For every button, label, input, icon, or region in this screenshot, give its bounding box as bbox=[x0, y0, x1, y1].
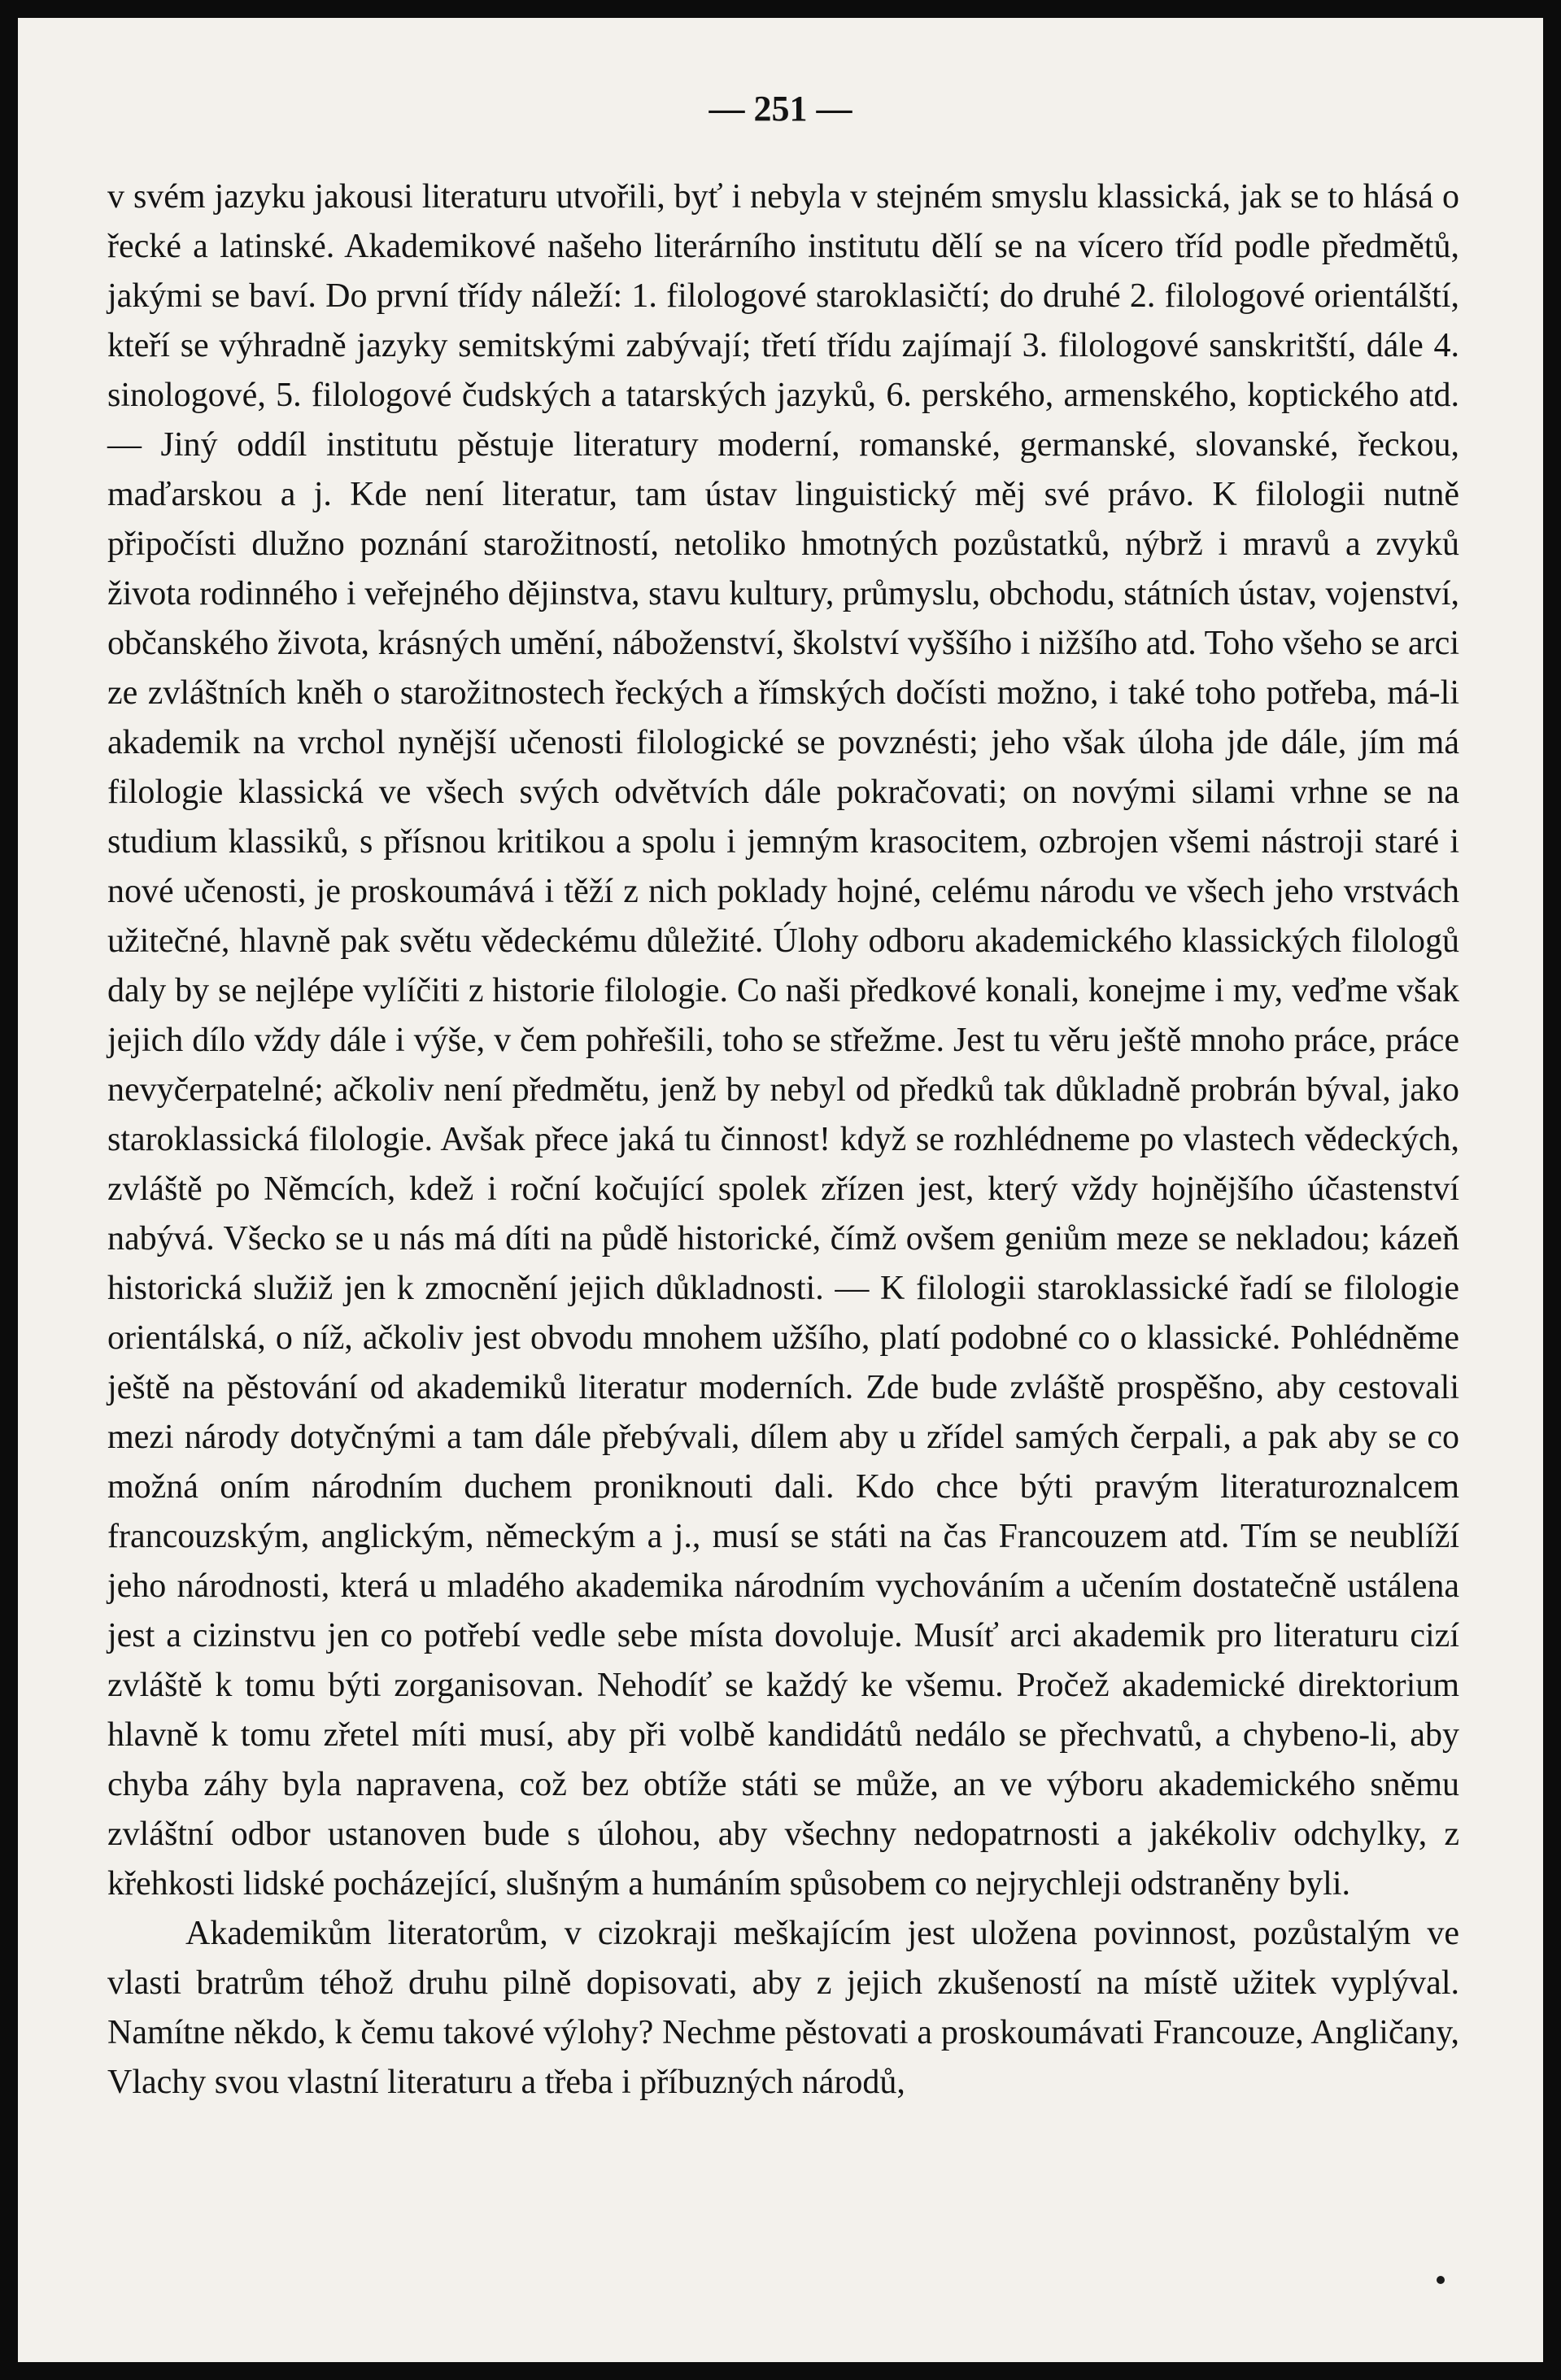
body-text bbox=[107, 172, 1459, 2108]
page-number: — 251 — bbox=[709, 89, 852, 129]
paragraph-2: Akademikům literatorům, v cizokraji meškajícím jest uložena povinnost, pozůstalým ve vlasti bratrům téhož druhu pilně dopisovati, aby z jejich zkušeností na místě užitek vyplýval. Namítne někdo, k čemu takové výlohy? Nechme pěstovati a proskoumávati Francouze, Angličany, Vlachy svou vlastní literaturu a třeba i příbuzných národů, bbox=[107, 1915, 1459, 2101]
paragraph-1: v svém jazyku jakousi literaturu utvořili, byť i nebyla v stejném smyslu klassická, jak se to hlásá o řecké a latinské. Akademikové našeho literárního institutu dělí se na vícero tříd podle předmětů, jakými se baví. Do první třídy náleží: 1. filologové staroklasičtí; do druhé 2. filologové orientálští, kteří se výhradně jazyky semitskými zabývají; třetí třídu zajímají 3. filologové sanskritští, dále 4. sinologové, 5. filologové čudských a tatarských jazyků, 6. perského, armenského, koptického atd. — Jiný oddíl institutu pěstuje literatury moderní, romanské, germanské, slovanské, řeckou, maďarskou a j. Kde není literatur, tam ústav linguistický měj své právo. K filologii nutně připočísti dlužno poznání starožitností, netoliko hmotných pozůstatků, nýbrž i mravů a zvyků života rodinného i veřejného dějinstva, stavu kultury, průmyslu, obchodu, státních ústav, vojenství, občanského života, krásných umění, náboženství, školství vyššího i nižšího atd. Toho všeho se arci ze zvláštních kněh o starožitnostech řeckých a římských dočísti možno, i také toho potřeba, má-li akademik na vrchol nynější učenosti filologické se povznésti; jeho však úloha jde dále, jím má filologie klassická ve všech svých odvětvích dále pokračovati; on novými silami vrhne se na studium klassiků, s přísnou kritikou a spolu i jemným krasocitem, ozbrojen všemi nástroji staré i nové učenosti, je proskoumává i těží z nich poklady hojné, celému národu ve všech jeho vrstvách užitečné, hlavně pak světu vědeckému důležité. Úlohy odboru akademického klassických filologů daly by se nejlépe vylíčiti z historie filologie. Co naši předkové konali, konejme i my, veďme však jejich dílo vždy dále i výše, v čem pohřešili, toho se střežme. Jest tu věru ještě mnoho práce, práce nevyčerpatelné; ačkoliv není předmětu, jenž by nebyl od předků tak důkladně probrán býval, jako staroklassická filologie. Avšak přece jaká tu činnost! když se rozhlédneme po vlastech vědeckých, zvláště po Němcích, kdež i roční kočující spolek zřízen jest, který vždy hojnějšího účastenství nabývá. Všecko se u nás má díti na půdě historické, čímž ovšem geniům meze se nekladou; kázeň historická služiž jen k zmocnění jejich důkladnosti. — K filologii staroklassické řadí se filologie orientálská, o níž, ačkoliv jest obvodu mnohem užšího, platí podobné co o klassické. Pohlédněme ještě na pěstování od akademiků literatur moderních. Zde bude zvláště prospěšno, aby cestovali mezi národy dotyčnými a tam dále přebývali, dílem aby u zřídel samých čerpali, a pak aby se co možná oním národním duchem proniknouti dali. Kdo chce býti pravým literaturoznalcem francouzským, anglickým, německým a j., musí se státi na čas Francouzem atd. Tím se neublíží jeho národnosti, která u mladého akademika národním vychováním a učením dostatečně ustálena jest a cizinstvu jen co potřebí vedle sebe místa dovoluje. Musíť arci akademik pro literaturu cizí zvláště k tomu býti zorganisovan. Nehodíť se každý ke všemu. Pročež akademické direktorium hlavně k tomu zřetel míti musí, aby při volbě kandidátů nedálo se přechvatů, a chybeno-li, aby chyba záhy byla napravena, což bez obtíže státi se může, an ve výboru akademického sněmu zvláštní odbor ustanoven bude s úlohou, aby všechny nedopatrnosti a jakékoliv odchylky, z křehkosti lidské pocházející, slušným a humáním spůsobem co nejrychleji odstraněny byli. bbox=[107, 178, 1459, 1903]
print-speck bbox=[1437, 2276, 1445, 2284]
book-page bbox=[18, 18, 1543, 2362]
